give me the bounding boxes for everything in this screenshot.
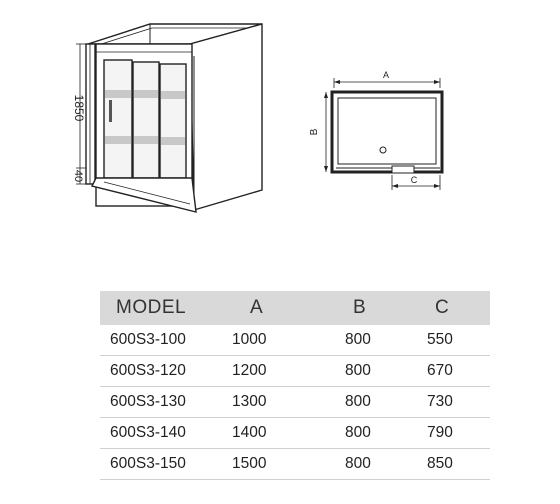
cell-a: 1500	[232, 455, 267, 472]
cell-b: 800	[345, 393, 371, 410]
side-panel	[190, 24, 262, 210]
table-row	[100, 418, 490, 449]
cell-model: 600S3-120	[110, 362, 186, 379]
base-height-label: 40	[72, 169, 84, 183]
cell-model: 600S3-130	[110, 393, 186, 410]
cell-a: 1000	[232, 331, 267, 348]
door-handle	[109, 100, 112, 122]
cell-c: 730	[427, 393, 453, 410]
header-b: B	[353, 297, 367, 318]
cell-a: 1400	[232, 424, 267, 441]
cell-c: 670	[427, 362, 453, 379]
cell-model: 600S3-140	[110, 424, 186, 441]
header-model: MODEL	[116, 297, 187, 318]
perspective-view	[86, 24, 262, 212]
wall-profile	[86, 44, 95, 184]
cell-b: 800	[345, 424, 371, 441]
glass-panels	[104, 60, 186, 178]
height-label: 1850	[72, 94, 86, 122]
plan-opening-label: C	[410, 175, 418, 185]
table-header	[100, 291, 490, 325]
cell-a: 1300	[232, 393, 267, 410]
header-a: A	[250, 297, 264, 318]
cell-b: 800	[345, 331, 371, 348]
spec-table	[100, 291, 490, 480]
table-row	[100, 387, 490, 418]
cell-c: 850	[427, 455, 453, 472]
cell-model: 600S3-150	[110, 455, 186, 472]
table-row	[100, 325, 490, 356]
table-row	[100, 449, 490, 480]
drain	[380, 147, 386, 153]
cell-b: 800	[345, 455, 371, 472]
cell-model: 600S3-100	[110, 331, 186, 348]
cell-c: 790	[427, 424, 453, 441]
plan-depth-label: B	[309, 128, 320, 136]
plan-view	[324, 78, 442, 190]
plan-width-label: A	[382, 70, 390, 80]
tray-outline	[332, 92, 442, 172]
header-c: C	[435, 297, 450, 318]
table-row	[100, 356, 490, 387]
cell-a: 1200	[232, 362, 267, 379]
cell-b: 800	[345, 362, 371, 379]
cell-c: 550	[427, 331, 453, 348]
